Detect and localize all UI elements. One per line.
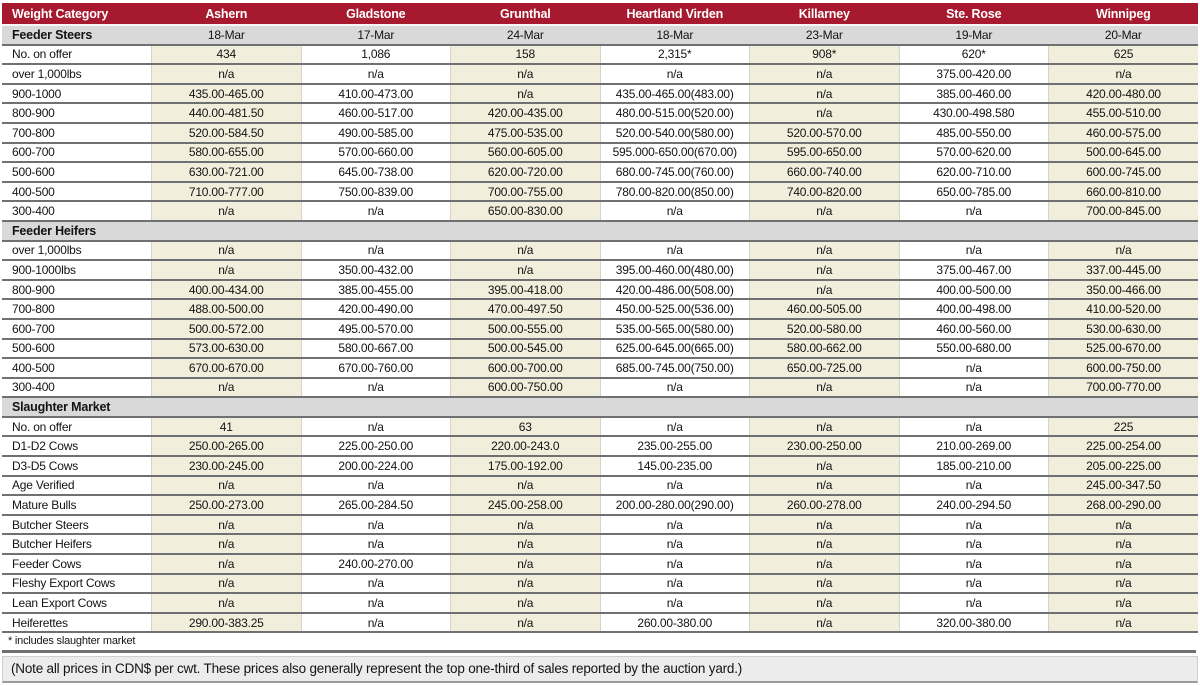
price-cell: 570.00-620.00 bbox=[899, 143, 1049, 163]
row-label: 300-400 bbox=[2, 378, 152, 398]
price-cell: n/a bbox=[750, 64, 900, 84]
price-cell: 268.00-290.00 bbox=[1049, 495, 1199, 515]
price-cell: n/a bbox=[451, 84, 601, 104]
table-row bbox=[2, 123, 1198, 143]
price-cell: n/a bbox=[600, 476, 750, 496]
price-cell: n/a bbox=[899, 378, 1049, 398]
sale-date: 19-Mar bbox=[899, 25, 1049, 45]
price-cell: 710.00-777.00 bbox=[152, 182, 302, 202]
price-cell: 460.00-560.00 bbox=[899, 319, 1049, 339]
price-cell: n/a bbox=[301, 241, 451, 261]
row-label: 800-900 bbox=[2, 280, 152, 300]
price-cell: 350.00-432.00 bbox=[301, 260, 451, 280]
row-label: Butcher Steers bbox=[2, 515, 152, 535]
table-row bbox=[2, 84, 1198, 104]
price-cell: 520.00-570.00 bbox=[750, 123, 900, 143]
price-cell: 1,086 bbox=[301, 45, 451, 65]
table-row bbox=[2, 495, 1198, 515]
price-cell: 600.00-745.00 bbox=[1049, 162, 1199, 182]
price-cell: 375.00-420.00 bbox=[899, 64, 1049, 84]
section-title: Feeder Heifers bbox=[2, 221, 152, 241]
price-cell: n/a bbox=[750, 241, 900, 261]
column-header-ste-rose: Ste. Rose bbox=[899, 3, 1049, 25]
price-cell: 320.00-380.00 bbox=[899, 613, 1049, 633]
price-cell: 600.00-750.00 bbox=[1049, 358, 1199, 378]
price-cell: 535.00-565.00(580.00) bbox=[600, 319, 750, 339]
price-cell: n/a bbox=[152, 378, 302, 398]
price-cell: n/a bbox=[750, 534, 900, 554]
price-cell: 488.00-500.00 bbox=[152, 299, 302, 319]
price-cell: 225 bbox=[1049, 417, 1199, 437]
price-cell: n/a bbox=[750, 201, 900, 221]
price-cell: n/a bbox=[600, 241, 750, 261]
table-header bbox=[2, 3, 1198, 25]
price-cell: 185.00-210.00 bbox=[899, 456, 1049, 476]
sale-date: 17-Mar bbox=[301, 25, 451, 45]
price-cell: n/a bbox=[152, 201, 302, 221]
price-cell: 650.00-785.00 bbox=[899, 182, 1049, 202]
price-cell: 410.00-520.00 bbox=[1049, 299, 1199, 319]
price-cell: 580.00-667.00 bbox=[301, 339, 451, 359]
price-cell: 395.00-418.00 bbox=[451, 280, 601, 300]
price-cell: n/a bbox=[750, 554, 900, 574]
price-cell: 290.00-383.25 bbox=[152, 613, 302, 633]
row-label: D3-D5 Cows bbox=[2, 456, 152, 476]
row-label: Heiferettes bbox=[2, 613, 152, 633]
price-cell: n/a bbox=[600, 593, 750, 613]
table-row bbox=[2, 378, 1198, 398]
header-row bbox=[2, 3, 1198, 25]
price-cell: 245.00-347.50 bbox=[1049, 476, 1199, 496]
price-cell: n/a bbox=[301, 64, 451, 84]
table-row bbox=[2, 260, 1198, 280]
row-label: 600-700 bbox=[2, 143, 152, 163]
price-cell: n/a bbox=[152, 515, 302, 535]
price-cell: 570.00-660.00 bbox=[301, 143, 451, 163]
price-cell: 600.00-700.00 bbox=[451, 358, 601, 378]
price-cell: 400.00-498.00 bbox=[899, 299, 1049, 319]
column-header-gladstone: Gladstone bbox=[301, 3, 451, 25]
price-cell: 430.00-498.580 bbox=[899, 103, 1049, 123]
price-cell: n/a bbox=[1049, 574, 1199, 594]
price-cell: n/a bbox=[899, 241, 1049, 261]
price-cell: n/a bbox=[1049, 613, 1199, 633]
price-cell: 450.00-525.00(536.00) bbox=[600, 299, 750, 319]
price-cell: n/a bbox=[451, 515, 601, 535]
price-cell: 645.00-738.00 bbox=[301, 162, 451, 182]
price-cell: n/a bbox=[1049, 64, 1199, 84]
price-cell: 225.00-250.00 bbox=[301, 436, 451, 456]
price-cell: n/a bbox=[899, 476, 1049, 496]
price-cell: n/a bbox=[301, 201, 451, 221]
price-cell: n/a bbox=[451, 534, 601, 554]
price-cell: 650.00-725.00 bbox=[750, 358, 900, 378]
price-cell: 200.00-280.00(290.00) bbox=[600, 495, 750, 515]
price-cell: 500.00-645.00 bbox=[1049, 143, 1199, 163]
price-cell: 620.00-710.00 bbox=[899, 162, 1049, 182]
price-cell: n/a bbox=[451, 241, 601, 261]
price-cell: 580.00-662.00 bbox=[750, 339, 900, 359]
table-row bbox=[2, 358, 1198, 378]
section-row-feeder-steers bbox=[2, 25, 1198, 45]
price-cell: n/a bbox=[451, 476, 601, 496]
sale-date: 24-Mar bbox=[451, 25, 601, 45]
table-row bbox=[2, 319, 1198, 339]
section-row-slaughter-market bbox=[2, 397, 1198, 417]
price-cell: 580.00-655.00 bbox=[152, 143, 302, 163]
price-cell: 220.00-243.0 bbox=[451, 436, 601, 456]
sale-date: 18-Mar bbox=[600, 25, 750, 45]
price-cell: n/a bbox=[301, 593, 451, 613]
price-cell: 250.00-265.00 bbox=[152, 436, 302, 456]
price-cell: n/a bbox=[152, 241, 302, 261]
price-cell: n/a bbox=[301, 613, 451, 633]
table-row bbox=[2, 182, 1198, 202]
column-header-weight-category: Weight Category bbox=[2, 3, 152, 25]
row-label: Fleshy Export Cows bbox=[2, 574, 152, 594]
price-cell: n/a bbox=[451, 613, 601, 633]
price-cell: n/a bbox=[451, 574, 601, 594]
price-cell: 63 bbox=[451, 417, 601, 437]
price-cell: 685.00-745.00(750.00) bbox=[600, 358, 750, 378]
price-cell: n/a bbox=[301, 417, 451, 437]
row-label: 900-1000 bbox=[2, 84, 152, 104]
price-cell: 230.00-245.00 bbox=[152, 456, 302, 476]
price-cell: n/a bbox=[451, 593, 601, 613]
price-cell: n/a bbox=[1049, 241, 1199, 261]
column-header-killarney: Killarney bbox=[750, 3, 900, 25]
row-label: No. on offer bbox=[2, 417, 152, 437]
price-cell: n/a bbox=[600, 378, 750, 398]
price-cell: 550.00-680.00 bbox=[899, 339, 1049, 359]
price-note: (Note all prices in CDN$ per cwt. These prices also generally represent the top one-third of sales reported by the auction yard.) bbox=[2, 656, 1198, 683]
price-cell: 460.00-517.00 bbox=[301, 103, 451, 123]
price-cell: 435.00-465.00(483.00) bbox=[600, 84, 750, 104]
price-cell: n/a bbox=[899, 358, 1049, 378]
sale-date: 23-Mar bbox=[750, 25, 900, 45]
price-cell: 490.00-585.00 bbox=[301, 123, 451, 143]
price-cell: 670.00-670.00 bbox=[152, 358, 302, 378]
price-cell: 520.00-584.50 bbox=[152, 123, 302, 143]
table-row bbox=[2, 456, 1198, 476]
price-cell: 650.00-830.00 bbox=[451, 201, 601, 221]
table-row bbox=[2, 554, 1198, 574]
price-cell: n/a bbox=[152, 64, 302, 84]
price-cell: 434 bbox=[152, 45, 302, 65]
price-cell: 780.00-820.00(850.00) bbox=[600, 182, 750, 202]
row-label: Butcher Heifers bbox=[2, 534, 152, 554]
price-cell: 600.00-750.00 bbox=[451, 378, 601, 398]
row-label: 400-500 bbox=[2, 358, 152, 378]
table-body bbox=[2, 25, 1198, 632]
table-row bbox=[2, 476, 1198, 496]
price-cell: n/a bbox=[152, 554, 302, 574]
price-cell: 495.00-570.00 bbox=[301, 319, 451, 339]
price-cell: n/a bbox=[301, 534, 451, 554]
table-row bbox=[2, 280, 1198, 300]
table-row bbox=[2, 593, 1198, 613]
price-cell: 2,315* bbox=[600, 45, 750, 65]
price-cell: n/a bbox=[750, 103, 900, 123]
price-cell: n/a bbox=[301, 378, 451, 398]
price-cell: n/a bbox=[152, 593, 302, 613]
price-cell: 500.00-545.00 bbox=[451, 339, 601, 359]
table-row bbox=[2, 613, 1198, 633]
column-header-heartland-virden: Heartland Virden bbox=[600, 3, 750, 25]
price-cell: 260.00-278.00 bbox=[750, 495, 900, 515]
price-cell: 240.00-294.50 bbox=[899, 495, 1049, 515]
section-title: Slaughter Market bbox=[2, 397, 152, 417]
price-cell: n/a bbox=[1049, 593, 1199, 613]
column-header-winnipeg: Winnipeg bbox=[1049, 3, 1199, 25]
price-cell: 435.00-465.00 bbox=[152, 84, 302, 104]
price-cell: n/a bbox=[600, 417, 750, 437]
asterisk-footnote: * includes slaughter market bbox=[2, 633, 1196, 653]
table-row bbox=[2, 241, 1198, 261]
price-cell: 525.00-670.00 bbox=[1049, 339, 1199, 359]
price-cell: 670.00-760.00 bbox=[301, 358, 451, 378]
price-cell: 630.00-721.00 bbox=[152, 162, 302, 182]
row-label: Age Verified bbox=[2, 476, 152, 496]
price-cell: 700.00-845.00 bbox=[1049, 201, 1199, 221]
price-cell: 230.00-250.00 bbox=[750, 436, 900, 456]
price-cell: n/a bbox=[1049, 515, 1199, 535]
price-cell: 420.00-486.00(508.00) bbox=[600, 280, 750, 300]
price-cell: 595.00-650.00 bbox=[750, 143, 900, 163]
price-cell: 235.00-255.00 bbox=[600, 436, 750, 456]
price-cell: 455.00-510.00 bbox=[1049, 103, 1199, 123]
table-row bbox=[2, 417, 1198, 437]
row-label: Mature Bulls bbox=[2, 495, 152, 515]
price-cell: 400.00-434.00 bbox=[152, 280, 302, 300]
price-cell: n/a bbox=[600, 574, 750, 594]
price-cell: 680.00-745.00(760.00) bbox=[600, 162, 750, 182]
price-cell: n/a bbox=[750, 378, 900, 398]
price-cell: n/a bbox=[600, 515, 750, 535]
price-cell: 205.00-225.00 bbox=[1049, 456, 1199, 476]
table-row bbox=[2, 436, 1198, 456]
price-cell: 420.00-490.00 bbox=[301, 299, 451, 319]
sale-date: 20-Mar bbox=[1049, 25, 1199, 45]
row-label: over 1,000lbs bbox=[2, 64, 152, 84]
price-cell: 200.00-224.00 bbox=[301, 456, 451, 476]
price-cell: n/a bbox=[899, 574, 1049, 594]
price-cell: n/a bbox=[750, 280, 900, 300]
price-cell: n/a bbox=[899, 593, 1049, 613]
price-cell: 420.00-480.00 bbox=[1049, 84, 1199, 104]
row-label: 400-500 bbox=[2, 182, 152, 202]
row-label: 800-900 bbox=[2, 103, 152, 123]
price-cell: n/a bbox=[899, 554, 1049, 574]
price-cell: n/a bbox=[152, 476, 302, 496]
price-cell: n/a bbox=[899, 417, 1049, 437]
price-cell: n/a bbox=[451, 64, 601, 84]
price-cell: 375.00-467.00 bbox=[899, 260, 1049, 280]
row-label: Feeder Cows bbox=[2, 554, 152, 574]
price-cell: 145.00-235.00 bbox=[600, 456, 750, 476]
row-label: over 1,000lbs bbox=[2, 241, 152, 261]
price-table bbox=[2, 3, 1198, 633]
row-label: 900-1000lbs bbox=[2, 260, 152, 280]
row-label: 700-800 bbox=[2, 123, 152, 143]
price-cell: n/a bbox=[600, 554, 750, 574]
table-row bbox=[2, 103, 1198, 123]
table-row bbox=[2, 339, 1198, 359]
price-cell: 460.00-505.00 bbox=[750, 299, 900, 319]
price-cell: 740.00-820.00 bbox=[750, 182, 900, 202]
price-cell: 337.00-445.00 bbox=[1049, 260, 1199, 280]
row-label: 700-800 bbox=[2, 299, 152, 319]
price-cell: 395.00-460.00(480.00) bbox=[600, 260, 750, 280]
price-cell: n/a bbox=[152, 534, 302, 554]
price-cell: 520.00-580.00 bbox=[750, 319, 900, 339]
table-row bbox=[2, 534, 1198, 554]
price-cell: 245.00-258.00 bbox=[451, 495, 601, 515]
price-cell: 350.00-466.00 bbox=[1049, 280, 1199, 300]
price-cell: 620.00-720.00 bbox=[451, 162, 601, 182]
price-cell: n/a bbox=[451, 554, 601, 574]
price-cell: 385.00-455.00 bbox=[301, 280, 451, 300]
price-cell: n/a bbox=[750, 574, 900, 594]
price-cell: 210.00-269.00 bbox=[899, 436, 1049, 456]
price-cell: n/a bbox=[750, 84, 900, 104]
section-filler bbox=[152, 397, 1199, 417]
price-cell: 175.00-192.00 bbox=[451, 456, 601, 476]
row-label: 500-600 bbox=[2, 162, 152, 182]
price-cell: n/a bbox=[152, 260, 302, 280]
price-cell: 560.00-605.00 bbox=[451, 143, 601, 163]
row-label: No. on offer bbox=[2, 45, 152, 65]
price-cell: 225.00-254.00 bbox=[1049, 436, 1199, 456]
row-label: D1-D2 Cows bbox=[2, 436, 152, 456]
price-cell: 750.00-839.00 bbox=[301, 182, 451, 202]
price-cell: 260.00-380.00 bbox=[600, 613, 750, 633]
table-row bbox=[2, 64, 1198, 84]
price-cell: n/a bbox=[750, 456, 900, 476]
price-cell: n/a bbox=[750, 613, 900, 633]
column-header-grunthal: Grunthal bbox=[451, 3, 601, 25]
price-cell: n/a bbox=[899, 534, 1049, 554]
price-cell: n/a bbox=[899, 515, 1049, 535]
price-cell: 700.00-755.00 bbox=[451, 182, 601, 202]
price-cell: n/a bbox=[301, 515, 451, 535]
price-cell: n/a bbox=[600, 201, 750, 221]
price-cell: 500.00-572.00 bbox=[152, 319, 302, 339]
section-filler bbox=[152, 221, 1199, 241]
price-cell: 625 bbox=[1049, 45, 1199, 65]
row-label: 300-400 bbox=[2, 201, 152, 221]
price-cell: 908* bbox=[750, 45, 900, 65]
price-cell: 470.00-497.50 bbox=[451, 299, 601, 319]
price-cell: 485.00-550.00 bbox=[899, 123, 1049, 143]
row-label: 600-700 bbox=[2, 319, 152, 339]
table-row bbox=[2, 201, 1198, 221]
price-cell: 530.00-630.00 bbox=[1049, 319, 1199, 339]
price-cell: 385.00-460.00 bbox=[899, 84, 1049, 104]
price-cell: n/a bbox=[750, 417, 900, 437]
price-cell: 520.00-540.00(580.00) bbox=[600, 123, 750, 143]
price-cell: 660.00-810.00 bbox=[1049, 182, 1199, 202]
price-cell: 573.00-630.00 bbox=[152, 339, 302, 359]
price-cell: 265.00-284.50 bbox=[301, 495, 451, 515]
price-cell: n/a bbox=[600, 534, 750, 554]
price-cell: n/a bbox=[1049, 554, 1199, 574]
row-label: Lean Export Cows bbox=[2, 593, 152, 613]
section-row-feeder-heifers bbox=[2, 221, 1198, 241]
price-cell: 460.00-575.00 bbox=[1049, 123, 1199, 143]
price-cell: 625.00-645.00(665.00) bbox=[600, 339, 750, 359]
sale-date: 18-Mar bbox=[152, 25, 302, 45]
section-title: Feeder Steers bbox=[2, 25, 152, 45]
price-cell: 250.00-273.00 bbox=[152, 495, 302, 515]
table-row bbox=[2, 515, 1198, 535]
price-cell: 440.00-481.50 bbox=[152, 103, 302, 123]
price-cell: 400.00-500.00 bbox=[899, 280, 1049, 300]
price-cell: 158 bbox=[451, 45, 601, 65]
price-cell: 420.00-435.00 bbox=[451, 103, 601, 123]
price-cell: 240.00-270.00 bbox=[301, 554, 451, 574]
price-cell: n/a bbox=[152, 574, 302, 594]
table-row bbox=[2, 143, 1198, 163]
table-row bbox=[2, 574, 1198, 594]
column-header-ashern: Ashern bbox=[152, 3, 302, 25]
price-cell: n/a bbox=[1049, 534, 1199, 554]
price-cell: 41 bbox=[152, 417, 302, 437]
price-cell: 620* bbox=[899, 45, 1049, 65]
price-cell: 480.00-515.00(520.00) bbox=[600, 103, 750, 123]
price-cell: 475.00-535.00 bbox=[451, 123, 601, 143]
price-cell: n/a bbox=[750, 260, 900, 280]
table-row bbox=[2, 299, 1198, 319]
price-cell: n/a bbox=[750, 593, 900, 613]
price-cell: n/a bbox=[750, 476, 900, 496]
price-cell: n/a bbox=[899, 201, 1049, 221]
table-row bbox=[2, 45, 1198, 65]
price-cell: n/a bbox=[750, 515, 900, 535]
price-cell: 660.00-740.00 bbox=[750, 162, 900, 182]
row-label: 500-600 bbox=[2, 339, 152, 359]
price-cell: n/a bbox=[451, 260, 601, 280]
price-cell: 500.00-555.00 bbox=[451, 319, 601, 339]
price-cell: n/a bbox=[301, 574, 451, 594]
price-cell: 700.00-770.00 bbox=[1049, 378, 1199, 398]
price-cell: n/a bbox=[301, 476, 451, 496]
table-row bbox=[2, 162, 1198, 182]
price-cell: 595.000-650.00(670.00) bbox=[600, 143, 750, 163]
price-cell: 410.00-473.00 bbox=[301, 84, 451, 104]
price-cell: n/a bbox=[600, 64, 750, 84]
